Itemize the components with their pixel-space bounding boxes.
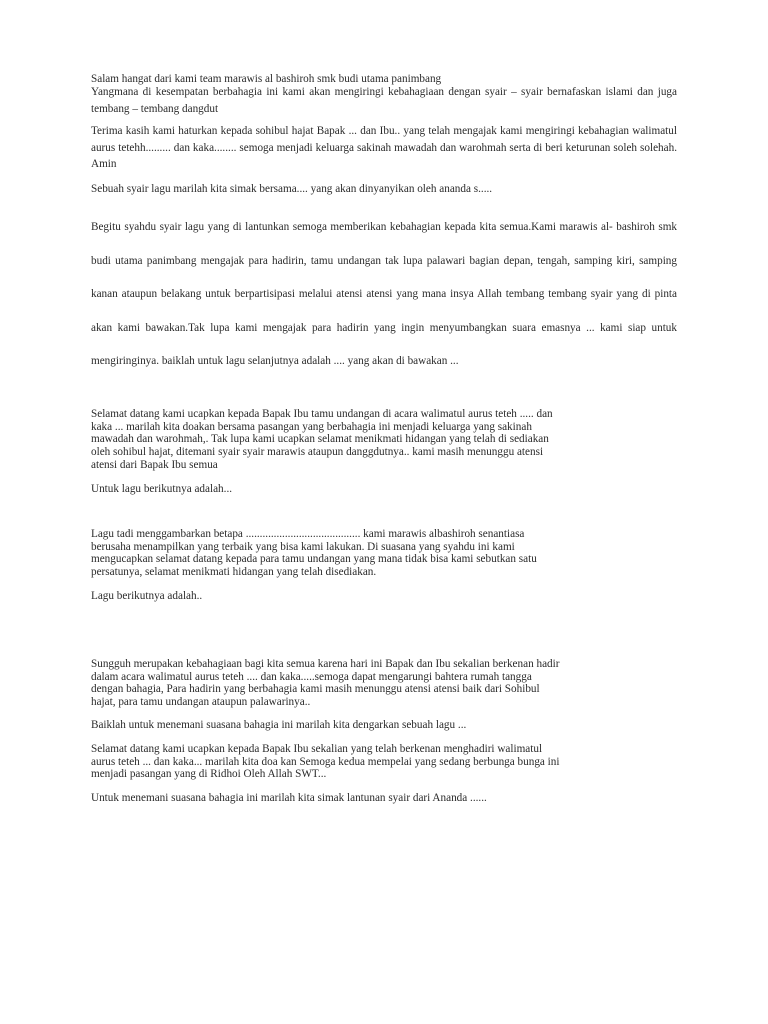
text-line: dalam acara walimatul aurus teteh .... dan kaka.....semoga dapat mengarungi bahtera rumah tangga	[91, 670, 532, 683]
text-line: berusaha menampilkan yang terbaik yang bisa kami lakukan. Di suasana yang syahdu ini kami	[91, 540, 515, 553]
text-line: mengucapkan selamat datang kepada para tamu undangan yang mana tidak bisa kami sebutkan satu	[91, 553, 537, 566]
text-line: persatunya, selamat menikmati hidangan yang telah disediakan.	[91, 566, 377, 579]
text-line: Sungguh merupakan kebahagiaan bagi kita semua karena hari ini Bapak dan Ibu sekalian berkenan hadir	[91, 658, 560, 670]
text-line: Lagu tadi menggambarkan betapa ......................................... kami marawis albashiroh senantiasa	[91, 528, 525, 540]
closing-welcome-paragraph	[91, 743, 677, 781]
text-line: menjadi pasangan yang di Ridhoi Oleh Allah SWT...	[91, 768, 327, 781]
intro-paragraph: Yangmana di kesempatan berbahagia ini kami akan mengiringi kebahagiaan dengan syair – syair bernafaskan islami dan juga tembang – tembang dangdut	[91, 86, 677, 115]
welcome-paragraph	[91, 408, 677, 472]
invitation-paragraph: Begitu syahdu syair lagu yang di lantunkan semoga memberikan kebahagian kepada kita semua.Kami marawis al- bashiroh smk budi utama panimbang mengajak para hadirin, tamu undangan tak lupa palawari bagian depan, tengah, samping kiri, samping kanan ataupun belakang untuk berpartisipasi melalui atensi atensi yang mana insya Allah tembang tembang syair yang di pinta akan kami bawakan.Tak lupa kami mengajak para hadirin yang ingin menyumbangkan suara emasnya ... kami siap untuk mengiringinya. baiklah untuk lagu selanjutnya adalah .... yang akan di bawakan ...	[91, 221, 677, 367]
text-line: mawadah dan warohmah,. Tak lupa kami ucapkan selamat menikmati hidangan yang telah di sediakan	[91, 433, 549, 446]
text-line: dengan bahagia, Para hadirin yang berbahagia kami masih menunggu atensi atensi baik dari Sohibul	[91, 683, 540, 696]
text-line: atensi dari Bapak Ibu semua	[91, 458, 218, 471]
text-line: kaka ... marilah kita doakan bersama pasangan yang berbahagia ini menjadi keluarga yang sakinah	[91, 420, 532, 433]
happiness-paragraph	[91, 658, 677, 709]
next-song-line-2: Lagu berikutnya adalah..	[91, 590, 203, 602]
text-line: aurus teteh ... dan kaka... marilah kita doa kan Semoga kedua mempelai yang sedang berbunga bunga ini	[91, 755, 560, 768]
greeting-line: Salam hangat dari kami team marawis al bashiroh smk budi utama panimbang	[91, 73, 442, 85]
song-intro-line: Sebuah syair lagu marilah kita simak bersama.... yang akan dinyanyikan oleh ananda s.....	[91, 183, 493, 195]
text-line: oleh sohibul hajat, ditemani syair syair marawis ataupun danggdutnya.. kami masih menunggu atensi	[91, 446, 544, 459]
listen-song-line: Baiklah untuk menemani suasana bahagia ini marilah kita dengarkan sebuah lagu ...	[91, 719, 467, 731]
text-line: hajat, para tamu undangan ataupun palawarinya..	[91, 696, 311, 709]
text-line: Selamat datang kami ucapkan kepada Bapak Ibu tamu undangan di acara walimatul aurus teteh ..... dan	[91, 408, 553, 420]
next-song-line: Untuk lagu berikutnya adalah...	[91, 483, 233, 495]
song-description-paragraph	[91, 528, 677, 579]
final-song-line: Untuk menemani suasana bahagia ini marilah kita simak lantunan syair dari Ananda ......	[91, 792, 487, 804]
thanks-paragraph: Terima kasih kami haturkan kepada sohibul hajat Bapak ... dan Ibu.. yang telah mengajak kami mengiringi kebahagian walimatul aurus tetehh......... dan kaka........ semoga menjadi keluarga sakinah mawadah dan warohmah serta di beri keturunan soleh solehah. Amin	[91, 125, 677, 170]
text-line: Selamat datang kami ucapkan kepada Bapak Ibu sekalian yang telah berkenan menghadiri walimatul	[91, 743, 543, 755]
